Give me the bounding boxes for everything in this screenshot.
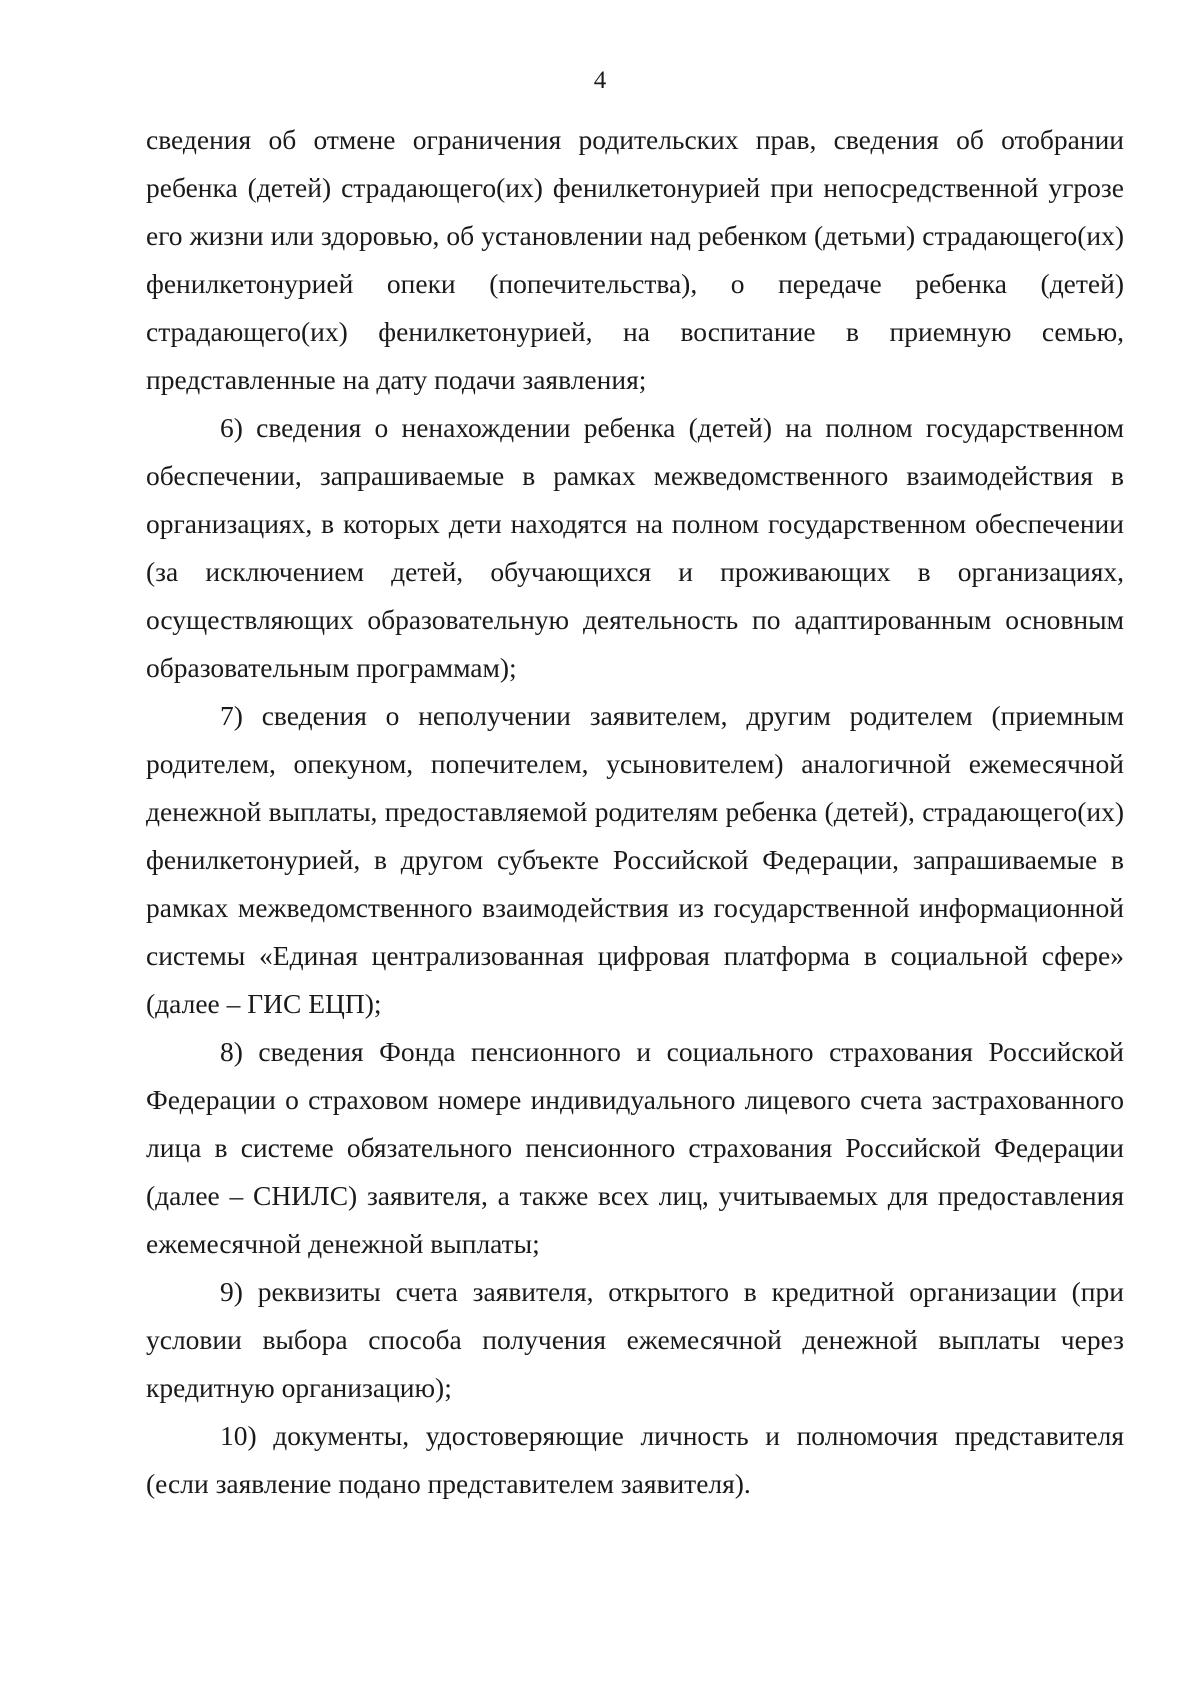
paragraph-continuation: сведения об отмене ограничения родительских прав, сведения об отобрании ребенка (детей) страдающего(их) фенилкетонурией при непосредственной угрозе его жизни или здоровью, об установлении над ребенком (детьми) страдающего(их) фенилкетонурией опеки (попечительства), о передаче ребенка (детей) страдающего(их) фенилкетонурией, на воспитание в приемную семью, представленные на дату подачи заявления; — [146, 124, 1124, 395]
paragraph-item-7: 7) сведения о неполучении заявителем, другим родителем (приемным родителем, опекуном, попечителем, усыновителем) аналогичной ежемесячной денежной выплаты, предоставляемой родителям ребенка (детей), страдающего(их) фенилкетонурией, в другом субъекте Российской Федерации, запрашиваемые в рамках межведомственного взаимодействия из государственной информационной системы «Единая централизованная цифровая платформа в социальной сфере» (далее – ГИС ЕЦП); — [146, 700, 1124, 1019]
page-number: 4 — [593, 67, 607, 94]
paragraph-item-8: 8) сведения Фонда пенсионного и социального страхования Российской Федерации о страховом номере индивидуального лицевого счета застрахованного лица в системе обязательного пенсионного страхования Российской Федерации (далее – СНИЛС) заявителя, а также всех лиц, учитываемых для предоставления ежемесячной денежной выплаты; — [146, 1036, 1124, 1259]
document-body — [146, 116, 1124, 1508]
paragraph-item-9: 9) реквизиты счета заявителя, открытого в кредитной организации (при условии выбора способа получения ежемесячной денежной выплаты через кредитную организацию); — [146, 1276, 1124, 1403]
paragraph-item-10: 10) документы, удостоверяющие личность и полномочия представителя (если заявление подано представителем заявителя). — [146, 1420, 1124, 1499]
paragraph-item-6: 6) сведения о ненахождении ребенка (детей) на полном государственном обеспечении, запрашиваемые в рамках межведомственного взаимодействия в организациях, в которых дети находятся на полном государственном обеспечении (за исключением детей, обучающихся и проживающих в организациях, осуществляющих образовательную деятельность по адаптированным основным образовательным программам); — [146, 412, 1124, 683]
